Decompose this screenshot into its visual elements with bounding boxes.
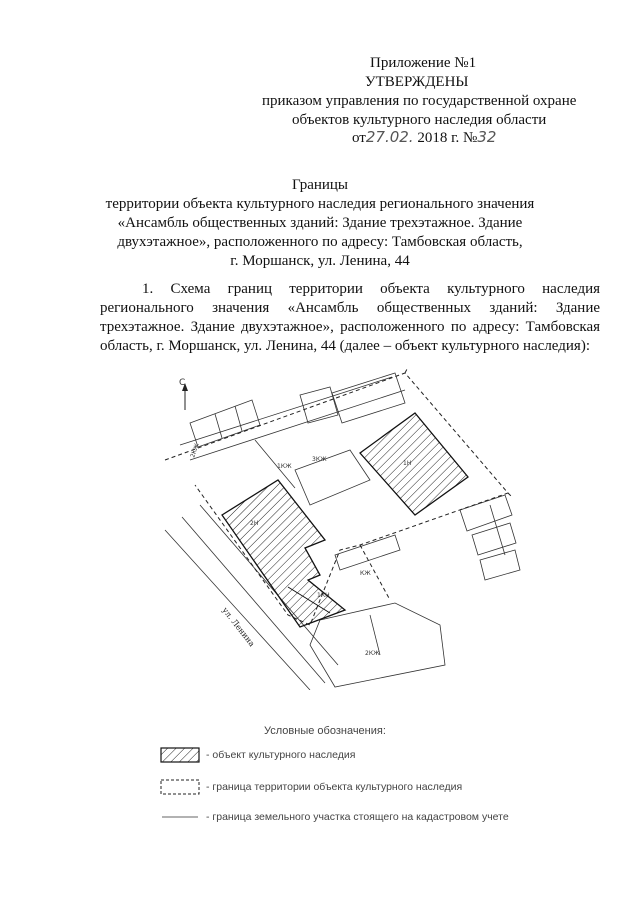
- order-line-1: приказом управления по государственной охране: [262, 93, 577, 109]
- legend-label: - граница земельного участка стоящего на кадастровом учете: [206, 811, 509, 823]
- legend-title: Условные обозначения:: [264, 725, 386, 737]
- building-label: 3КЖ: [312, 456, 327, 463]
- building-label: 1КН: [317, 592, 330, 599]
- building-label: 2Н: [250, 520, 259, 527]
- north-arrow: [179, 378, 188, 410]
- paragraph-1: [100, 280, 600, 356]
- legend-label: - граница территории объекта культурного наследия: [206, 781, 463, 793]
- title-line-3: «Ансамбль общественных зданий: Здание трехэтажное. Здание: [117, 215, 523, 231]
- paragraph-text: Схема границ территории объекта культурного наследия регионального значения «Ансамбль общественных зданий: Здание трехэтажное. Здание двухэтажное», расположенного по адресу: Тамбовская область, г. Моршанск, ул. Ленина, 44 (далее – объект культурного наследия):: [100, 281, 600, 354]
- appendix-label: Приложение №1: [370, 55, 477, 71]
- approved-label: УТВЕРЖДЕНЫ: [365, 74, 469, 90]
- legend-item-heritage-object: [160, 745, 355, 765]
- paragraph-number: 1.: [142, 281, 154, 297]
- number-prefix: №: [463, 130, 478, 146]
- title-line-1: Границы: [291, 177, 349, 193]
- building-label: 2КЖ: [365, 650, 380, 657]
- building-label: КЖ: [360, 570, 371, 577]
- dashed-swatch-icon: [160, 779, 200, 795]
- heritage-building-1: [222, 480, 345, 627]
- legend-item-parcel-boundary: [160, 807, 509, 827]
- building-label: 2КЖ: [189, 442, 201, 459]
- handwritten-number: 32: [477, 128, 497, 146]
- date-prefix: от: [352, 130, 366, 146]
- building-label: 1Н: [403, 460, 412, 467]
- north-label: С: [179, 378, 186, 388]
- territory-boundary: [165, 367, 512, 625]
- order-line-2: объектов культурного наследия области: [292, 112, 547, 128]
- legend-label: - объект культурного наследия: [206, 749, 356, 761]
- handwritten-date: 27.02.: [365, 128, 414, 146]
- boundary-scheme-map: [160, 365, 530, 690]
- order-date-line: [352, 128, 496, 148]
- hatched-swatch-icon: [160, 747, 200, 763]
- title-line-5: г. Моршанск, ул. Ленина, 44: [230, 253, 410, 269]
- building-label: 1КЖ: [277, 463, 292, 470]
- thin-line-swatch-icon: [160, 809, 200, 825]
- street-name: ул. Ленина: [220, 605, 257, 649]
- title-line-4: двухэтажное», расположенного по адресу: Тамбовская область,: [117, 234, 523, 250]
- heritage-building-2: [360, 413, 468, 515]
- date-year: 2018 г.: [417, 130, 460, 146]
- legend-item-territory-boundary: [160, 777, 462, 797]
- title-line-2: территории объекта культурного наследия регионального значения: [105, 196, 535, 212]
